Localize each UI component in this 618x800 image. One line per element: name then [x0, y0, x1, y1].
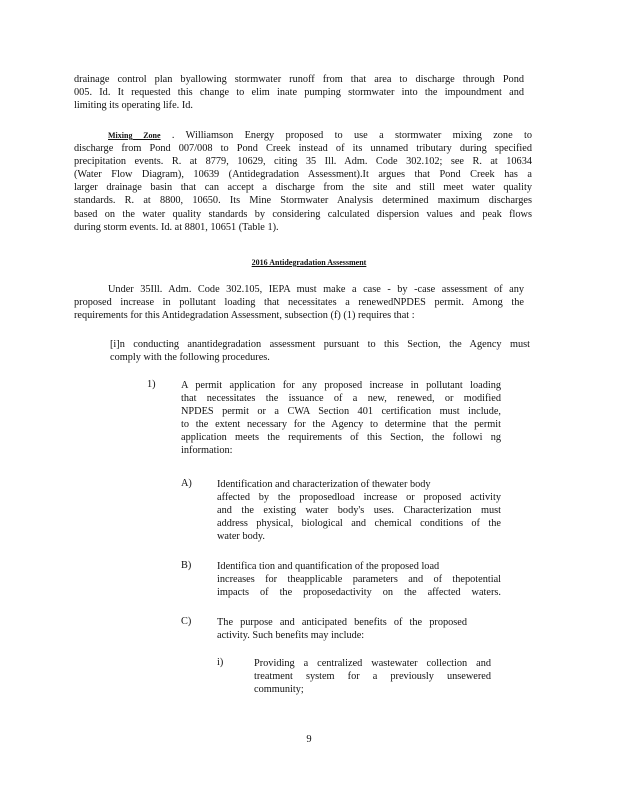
text-line: Identifica tion and quantification of the proposed load — [217, 561, 440, 572]
list-label: i) — [217, 657, 224, 668]
paragraph-1 — [74, 73, 524, 112]
text-line: discharge from Pond 007/008 to Pond Creek instead of its unnamed tributary during specified — [74, 143, 532, 155]
text-line: The purpose and anticipated benefits of the proposed — [217, 617, 467, 628]
text-line: limiting its operating life. Id. — [74, 100, 193, 112]
text-line: water body. — [217, 531, 265, 543]
text-line: (Water Flow Diagram), 10639 (Antidegradation Assessment).It argues that Pond Creek has a — [74, 169, 532, 181]
paragraph-2 — [74, 129, 532, 234]
text-line: impacts of the proposedactivity on the affected waters. — [217, 587, 501, 599]
text-line: activity. Such benefits may include: — [217, 630, 365, 642]
text-line: 005. Id. It requested this change to elim inate pumping stormwater into the impoundment and — [74, 87, 524, 99]
list-label: A) — [181, 478, 192, 489]
text-line: comply with the following procedures. — [110, 352, 270, 364]
text-line: Providing a centralized wastewater collection and — [254, 658, 491, 669]
text-line: NPDES permit or a CWA Section 401 certification must include, — [181, 406, 501, 418]
list-item-c-i — [254, 657, 491, 696]
text-line: requirements for this Antidegradation Assessment, subsection (f) (1) requires that : — [74, 310, 415, 322]
list-label: B) — [181, 560, 192, 571]
text-line: information: — [181, 445, 233, 457]
text-line: based on the water quality standards by considering calculated dispersion values and peak flows — [74, 208, 532, 220]
list-item-a — [217, 478, 501, 543]
text-line: application meets the requirements of this Section, the followi ng — [181, 432, 501, 444]
text-line: community; — [254, 684, 304, 696]
page-number: 9 — [306, 734, 312, 745]
text-line: proposed increase in pollutant loading that necessitates a renewedNPDES permit. Among the — [74, 297, 524, 309]
list-item-1 — [181, 379, 501, 458]
text-line: drainage control plan byallowing stormwater runoff from that area to discharge through Pond — [74, 74, 524, 85]
paragraph-3 — [74, 283, 524, 322]
text-line: standards. R. at 8800, 10650. Its Mine Stormwater Analysis determined maximum discharges — [74, 195, 532, 207]
text-fragment: . Williamson Energy proposed to use a stormwater mixing zone to — [171, 130, 533, 141]
text-line: larger drainage basin that can accept a discharge from the site and still meet water quality — [74, 182, 532, 194]
text-line: [i]n conducting anantidegradation assessment pursuant to this Section, the Agency must — [110, 339, 530, 350]
block-quote — [110, 338, 530, 364]
text-line: to the extent necessary for the Agency to determine that the permit — [181, 419, 501, 431]
list-item-b — [217, 560, 501, 599]
text-line: treatment system for a previously unsewered — [254, 671, 491, 683]
text-line: Under 35Ill. Adm. Code 302.105, IEPA must make a case - by -case assessment of any — [108, 284, 524, 295]
text-line: increases for theapplicable parameters and of thepotential — [217, 574, 501, 586]
text-line: and the existing water body's uses. Characterization must — [217, 505, 501, 517]
section-heading — [0, 258, 618, 267]
inline-heading: Mixing Zone — [108, 131, 161, 140]
text-line: during storm events. Id. at 8801, 10651 (Table 1). — [74, 221, 279, 233]
section-heading-text: 2016 Antidegradation Assessment — [251, 258, 367, 267]
list-label: 1) — [147, 379, 156, 390]
text-line: precipitation events. R. at 8779, 10629, citing 35 Ill. Adm. Code 302.102; see R. at 10634 — [74, 156, 532, 168]
text-line: that necessitates the issuance of a new, renewed, or modified — [181, 393, 501, 405]
text-line — [74, 129, 532, 142]
text-line: affected by the proposedload increase or proposed activity — [217, 492, 501, 504]
text-line: A permit application for any proposed increase in pollutant loading — [181, 380, 501, 391]
list-label: C) — [181, 616, 192, 627]
text-line: address physical, biological and chemical conditions of the — [217, 518, 501, 530]
list-item-c — [217, 616, 467, 642]
text-line: Identification and characterization of thewater body — [217, 479, 431, 490]
